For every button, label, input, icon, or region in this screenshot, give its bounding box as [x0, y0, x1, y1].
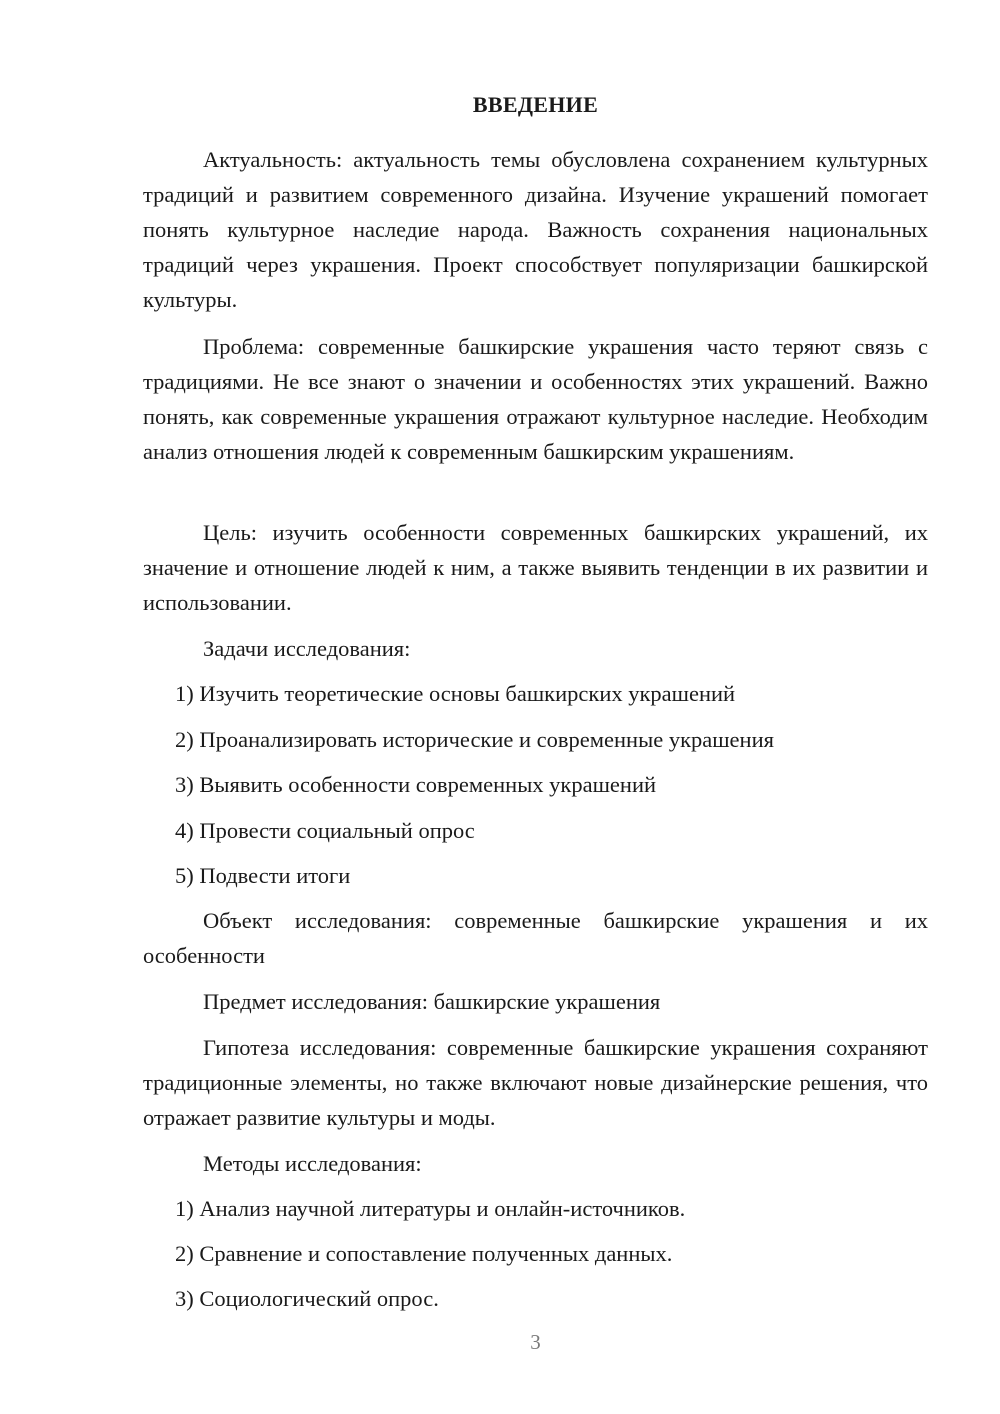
tasks-title: Задачи исследования:	[203, 636, 411, 661]
task-item-4: 4) Провести социальный опрос	[175, 818, 475, 843]
method-item-2: 2) Сравнение и сопоставление полученных данных.	[175, 1241, 673, 1266]
page-number: 3	[530, 1330, 541, 1354]
method-item-3: 3) Социологический опрос.	[175, 1286, 439, 1311]
task-item-5: 5) Подвести итоги	[175, 863, 351, 888]
task-item-2: 2) Проанализировать исторические и современные украшения	[175, 727, 774, 752]
section-heading: ВВЕДЕНИЕ	[472, 92, 599, 117]
subject-line: Предмет исследования: башкирские украшения	[203, 989, 661, 1014]
goal-paragraph: Цель: изучить особенности современных башкирских украшений, их значение и отношение людей к ним, а также выявить тенденции в их развитии и использовании.	[143, 520, 928, 615]
methods-title: Методы исследования:	[203, 1151, 422, 1176]
relevance-paragraph: Актуальность: актуальность темы обусловлена сохранением культурных традиций и развитием современного дизайна. Изучение украшений помогает понять культурное наследие народа. Важность сохранения национальных традиций через украшения. Проект способствует популяризации башкирской культуры.	[143, 147, 928, 312]
object-paragraph: Объект исследования: современные башкирские украшения и их особенности	[143, 908, 928, 968]
hypothesis-paragraph: Гипотеза исследования: современные башкирские украшения сохраняют традиционные элементы, но также включают новые дизайнерские решения, что отражает развитие культуры и моды.	[143, 1035, 928, 1130]
task-item-1: 1) Изучить теоретические основы башкирских украшений	[175, 681, 736, 706]
problem-paragraph: Проблема: современные башкирские украшения часто теряют связь с традициями. Не все знают о значении и особенностях этих украшений. Важно понять, как современные украшения отражают культурное наследие. Необходим анализ отношения людей к современным башкирским украшениям.	[143, 334, 928, 464]
task-item-3: 3) Выявить особенности современных украшений	[175, 772, 657, 797]
method-item-1: 1) Анализ научной литературы и онлайн-источников.	[175, 1196, 686, 1221]
